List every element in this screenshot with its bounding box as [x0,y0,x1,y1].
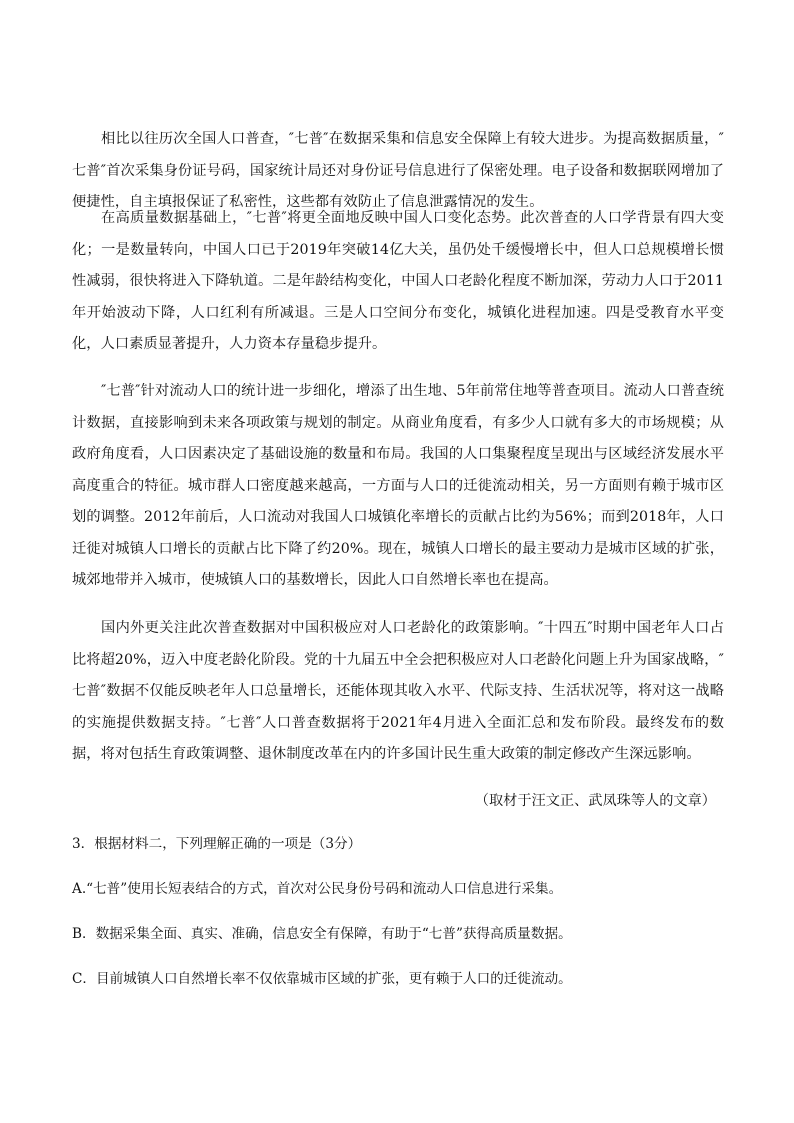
passage-source: （取材于汪文正、武凤珠等人的文章） [474,793,716,809]
question-option-b: B．数据采集全面、真实、准确，信息安全有保障，有助于“七普”获得高质量数据。 [72,926,572,942]
passage-paragraph-4: 国内外更关注此次普查数据对中国积极应对人口老龄化的政策影响。″十四五″时期中国老年人口占比将超20%，迈入中度老龄化阶段。党的十九届五中全会把积极应对人口老龄化问题上升为国家战略，″七普″数据不仅能反映老年人口总量增长，还能体现其收入水平、代际支持、生活状况等，将对这一战略的实施提供数据支持。″七普″人口普查数据将于2021年4月进入全面汇总和发布阶段。最终发布的数据，将对包括生育政策调整、退休制度改革在内的许多国计民生重大政策的制定修改产生深远影响。 [72,620,724,762]
passage-paragraph-3: ″七普″针对流动人口的统计进一步细化，增添了出生地、5年前常住地等普查项目。流动人口普查统计数据，直接影响到未来各项政策与规划的制定。从商业角度看，有多少人口就有多大的市场规模；从政府角度看，人口因素决定了基础设施的数量和布局。我国的人口集聚程度呈现出与区域经济发展水平高度重合的特征。城市群人口密度越来越高，一方面与人口的迁徙流动相关，另一方面则有赖于城市区划的调整。2012年前后，人口流动对我国人口城镇化率增长的贡献占比约为56%；而到2018年，人口迁徙对城镇人口增长的贡献占比下降了约20%。现在，城镇人口增长的最主要动力是城市区域的扩张，城郊地带并入城市，使城镇人口的基数增长，因此人口自然增长率也在提高。 [72,383,724,588]
passage-paragraph-2: 在高质量数据基础上，″七普″将更全面地反映中国人口变化态势。此次普查的人口学背景有四大变化；一是数量转向，中国人口已于2019年突破14亿大关，虽仍处千缓慢增长中，但人口总规模增长惯性减弱，很快将进入下降轨道。二是年龄结构变化，中国人口老龄化程度不断加深，劳动力人口于2011年开始波动下降，人口红利有所减退。三是人口空间分布变化，城镇化进程加速。四是受教育水平变化，人口素质显著提升，人力资本存量稳步提升。 [72,210,724,352]
question-option-a: A.“七普”使用长短表结合的方式，首次对公民身份号码和流动人口信息进行采集。 [72,881,563,897]
question-stem: 3．根据材料二，下列理解正确的一项是（3分） [72,836,362,852]
passage-paragraph-1: 相比以往历次全国人口普查，″七普″在数据采集和信息安全保障上有较大进步。为提高数据质量，″七普″首次采集身份证号码，国家统计局还对身份证号信息进行了保密处理。电子设备和数据联网增加了便捷性，自主填报保证了私密性，这些都有效防止了信息泄露情况的发生。 [72,131,724,210]
question-option-c: C．目前城镇人口自然增长率不仅依靠城市区域的扩张，更有赖于人口的迁徙流动。 [72,971,572,987]
